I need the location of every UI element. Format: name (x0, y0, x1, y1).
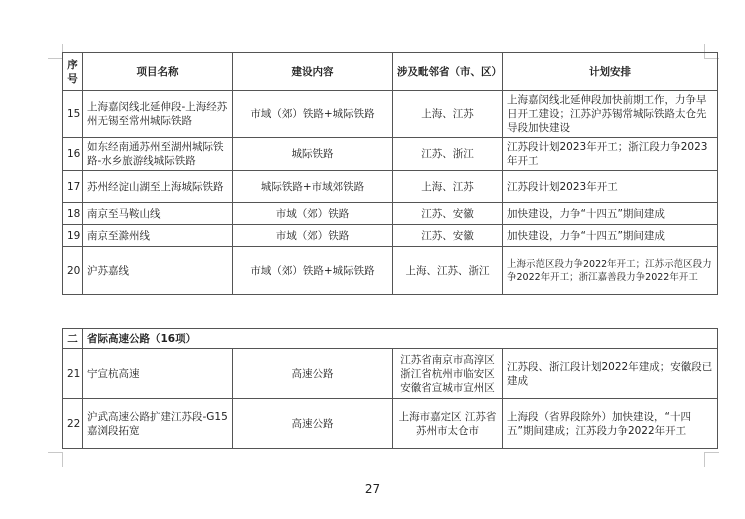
row-content: 市域（郊）铁路+城际铁路 (233, 247, 393, 295)
row-name: 南京至马鞍山线 (83, 203, 233, 225)
header-no: 序号 (63, 53, 83, 91)
row-no: 20 (63, 247, 83, 295)
row-name: 沪武高速公路扩建江苏段-G15嘉浏段拓宽 (83, 399, 233, 449)
table-row (63, 138, 718, 171)
row-no: 15 (63, 91, 83, 138)
crop-mark-bottom-left (48, 452, 63, 467)
row-content: 城际铁路 (233, 138, 393, 171)
row-content: 市域（郊）铁路+城际铁路 (233, 91, 393, 138)
row-region: 上海、江苏 (393, 91, 503, 138)
row-region: 上海、江苏 (393, 171, 503, 203)
crop-mark-bottom-right (704, 452, 719, 467)
row-plan: 上海示范区段力争2022年开工；江苏示范区段力争2022年开工；浙江嘉善段力争2022年开工 (503, 247, 718, 295)
row-region: 江苏、浙江 (393, 138, 503, 171)
crop-mark-top-left (48, 44, 63, 59)
header-name: 项目名称 (83, 53, 233, 91)
row-region: 上海市嘉定区 江苏省苏州市太仓市 (393, 399, 503, 449)
table-row (63, 171, 718, 203)
row-plan: 加快建设，力争“十四五”期间建成 (503, 203, 718, 225)
row-content: 市域（郊）铁路 (233, 225, 393, 247)
row-plan: 加快建设，力争“十四五”期间建成 (503, 225, 718, 247)
row-no: 17 (63, 171, 83, 203)
row-name: 南京至滁州线 (83, 225, 233, 247)
row-plan: 江苏段、浙江段计划2022年建成；安徽段已建成 (503, 349, 718, 399)
row-name: 苏州经淀山湖至上海城际铁路 (83, 171, 233, 203)
rail-projects-table (62, 52, 718, 295)
highway-projects-table (62, 328, 718, 449)
row-no: 21 (63, 349, 83, 399)
section-number: 二 (63, 329, 83, 349)
row-content: 市域（郊）铁路 (233, 203, 393, 225)
row-no: 16 (63, 138, 83, 171)
table-row (63, 203, 718, 225)
row-no: 22 (63, 399, 83, 449)
row-no: 18 (63, 203, 83, 225)
row-plan: 上海嘉闵线北延伸段加快前期工作，力争早日开工建设；江苏沪苏锡常城际铁路太仓先导段加快建设 (503, 91, 718, 138)
table-row (63, 349, 718, 399)
row-plan: 江苏段计划2023年开工 (503, 171, 718, 203)
header-region: 涉及毗邻省（市、区） (393, 53, 503, 91)
row-region: 江苏、安徽 (393, 203, 503, 225)
section-title: 省际高速公路（16项） (83, 329, 718, 349)
row-name: 沪苏嘉线 (83, 247, 233, 295)
row-region: 江苏省南京市高淳区 浙江省杭州市临安区 安徽省宣城市宣州区 (393, 349, 503, 399)
row-plan: 上海段（省界段除外）加快建设，“十四五”期间建成；江苏段力争2022年开工 (503, 399, 718, 449)
row-region: 江苏、安徽 (393, 225, 503, 247)
row-name: 如东经南通苏州至湖州城际铁路-水乡旅游线城际铁路 (83, 138, 233, 171)
header-plan: 计划安排 (503, 53, 718, 91)
row-name: 宁宣杭高速 (83, 349, 233, 399)
table-row (63, 91, 718, 138)
row-region: 上海、江苏、浙江 (393, 247, 503, 295)
row-name: 上海嘉闵线北延伸段-上海经苏州无锡至常州城际铁路 (83, 91, 233, 138)
row-plan: 江苏段计划2023年开工；浙江段力争2023年开工 (503, 138, 718, 171)
header-content: 建设内容 (233, 53, 393, 91)
section-header-row (63, 329, 718, 349)
row-no: 19 (63, 225, 83, 247)
table-row (63, 247, 718, 295)
table-header-row (63, 53, 718, 91)
page-number: 27 (364, 482, 381, 496)
row-content: 城际铁路+市域郊铁路 (233, 171, 393, 203)
row-content: 高速公路 (233, 349, 393, 399)
table-row (63, 399, 718, 449)
row-content: 高速公路 (233, 399, 393, 449)
table-row (63, 225, 718, 247)
